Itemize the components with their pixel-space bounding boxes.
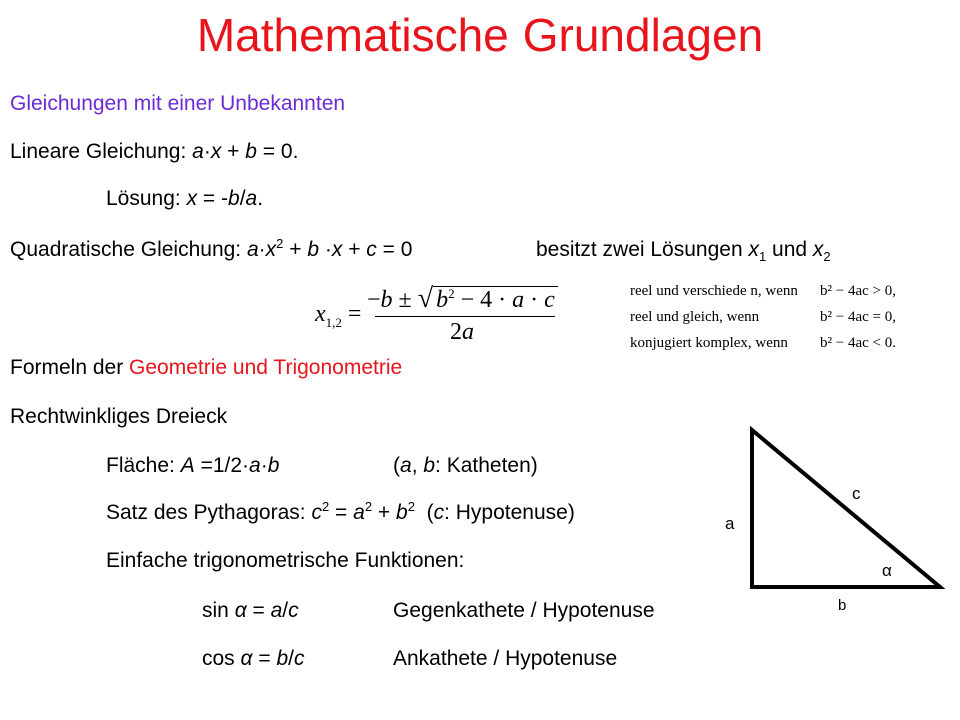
title-word-1: Mathematische — [196, 9, 509, 61]
section-heading-geometry — [10, 355, 402, 381]
case-row — [630, 304, 940, 330]
case-condition: reel und gleich, wenn — [630, 309, 760, 325]
triangle-shape — [752, 430, 940, 587]
sine-description: Gegenkathete / Hypotenuse — [393, 599, 655, 622]
pythagoras-label: Satz des Pythagoras: — [106, 501, 306, 524]
section-heading-equations: Gleichungen mit einer Unbekannten — [10, 92, 346, 115]
solution-equation: x = -b/a. — [186, 187, 264, 210]
formula-numerator: −b ± √ $b^2 - 4 \cdot a \cdot c$ — [367, 283, 557, 315]
right-triangle-diagram — [700, 415, 960, 635]
cosine-description: Ankathete / Hypotenuse — [393, 647, 618, 670]
quadratic-note — [536, 237, 831, 263]
trig-heading: Einfache trigonometrische Funktionen: — [106, 549, 465, 572]
linear-solution-line — [106, 186, 263, 212]
linear-label: Lineare Gleichung: — [10, 140, 187, 163]
sine-equation: sin α = a/c — [202, 599, 299, 622]
cosine-equation: cos α = b/c — [202, 647, 305, 670]
case-condition: konjugiert komplex, wenn — [630, 335, 788, 351]
title-word-2: Grundlagen — [522, 9, 764, 61]
triangle-label-b: b — [838, 597, 847, 614]
geometry-heading-prefix: Formeln der — [10, 356, 130, 379]
area-note: (a, b: Katheten) — [393, 454, 538, 477]
triangle-label-c: c — [852, 484, 861, 503]
case-inequality: b² − 4ac > 0, — [820, 283, 896, 299]
area-line — [106, 453, 279, 479]
formula-lhs: $x_{1,2}$ = — [315, 301, 362, 330]
triangle-label-alpha: α — [882, 561, 892, 580]
quadratic-note-text: besitzt zwei Lösungen $x_1$ und $x_2$ — [536, 238, 831, 265]
pythagoras-equation: $c^2 = a^2 + b^2$ — [311, 499, 415, 524]
linear-equation-line — [10, 139, 298, 165]
triangle-label-a: a — [725, 514, 735, 533]
case-inequality: b² − 4ac < 0. — [820, 335, 896, 351]
quadratic-label: Quadratische Gleichung: — [10, 238, 242, 261]
area-equation: A =1/2·a·b — [180, 454, 280, 477]
pythagoras-line — [106, 500, 575, 526]
case-condition: reel und verschiede n, wenn — [630, 283, 798, 299]
case-row — [630, 278, 940, 304]
solution-label: Lösung: — [106, 187, 181, 210]
discriminant-cases — [630, 278, 940, 358]
quadratic-equation-line — [10, 237, 412, 263]
quadratic-equation: $a\cdot x^2 + b \cdot x + c = 0$ — [246, 236, 413, 261]
formula-denominator: 2a — [450, 319, 474, 345]
quadratic-formula — [315, 283, 565, 345]
page-title — [0, 8, 960, 62]
case-inequality: b² − 4ac = 0, — [820, 309, 896, 325]
pythagoras-note: (c: Hypotenuse) — [420, 501, 575, 524]
geometry-heading-highlight: Geometrie und Trigonometrie — [129, 356, 403, 379]
fraction-bar — [375, 316, 555, 317]
right-triangle-heading: Rechtwinkliges Dreieck — [10, 405, 228, 428]
linear-equation: a·x + b = 0. — [192, 140, 299, 163]
area-label: Fläche: — [106, 454, 175, 477]
case-row — [630, 330, 940, 356]
